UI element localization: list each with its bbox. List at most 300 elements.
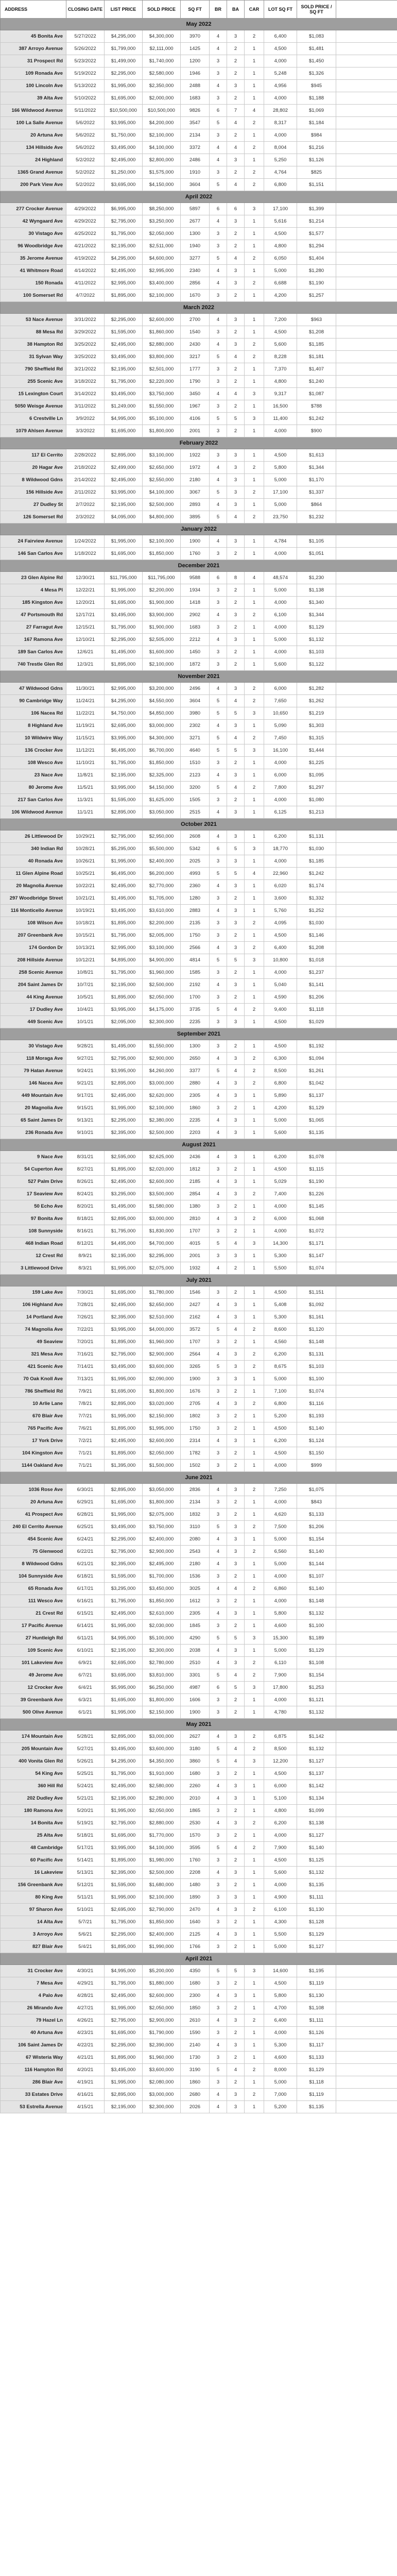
cell-br: 3 [210, 1829, 227, 1842]
cell-sold-price: $3,200,000 [143, 683, 181, 695]
cell-closing-date: 10/13/21 [66, 942, 105, 954]
cell-list-price: $3,995,000 [105, 117, 143, 129]
cell-price-per-sqft: $1,103 [297, 646, 336, 658]
table-row [1, 720, 397, 732]
cell-car: 1 [245, 1114, 264, 1127]
cell-sold-price: $2,500,000 [143, 1127, 181, 1139]
cell-price-per-sqft: $1,140 [297, 1546, 336, 1558]
cell-br: 3 [210, 597, 227, 609]
cell-lot-sqft: 8,600 [264, 1324, 297, 1336]
cell-price-per-sqft: $1,150 [297, 1447, 336, 1460]
cell-address: 8 Wildwood Gdns [1, 474, 66, 486]
cell-sold-price: $1,625,000 [143, 794, 181, 806]
cell-lot-sqft: 17,100 [264, 203, 297, 215]
cell-list-price: $1,895,000 [105, 2052, 143, 2064]
cell-list-price: $2,195,000 [105, 769, 143, 782]
cell-closing-date: 5/2/2022 [66, 154, 105, 166]
cell-lot-sqft: 4,500 [264, 1447, 297, 1460]
cell-sqft: 4290 [181, 1632, 210, 1645]
cell-sold-price: $1,740,000 [143, 55, 181, 67]
table-row [1, 942, 397, 954]
cell-price-per-sqft: $1,042 [297, 1077, 336, 1090]
cell-sqft: 3200 [181, 782, 210, 794]
cell-br: 3 [210, 2027, 227, 2039]
table-row [1, 782, 397, 794]
cell-lot-sqft: 18,770 [264, 843, 297, 855]
cell-sold-price: $2,020,000 [143, 1163, 181, 1176]
cell-br: 4 [210, 1645, 227, 1657]
cell-ba: 4 [227, 1324, 245, 1336]
cell-list-price: $1,995,000 [105, 2002, 143, 2014]
row-spacer [336, 43, 397, 55]
cell-sold-price: $2,550,000 [143, 474, 181, 486]
cell-closing-date: 4/29/2022 [66, 203, 105, 215]
cell-address: 6 Crestville Ln [1, 413, 66, 425]
cell-lot-sqft: 4,000 [264, 1829, 297, 1842]
cell-sqft: 2192 [181, 979, 210, 991]
cell-br: 4 [210, 1077, 227, 1090]
cell-car: 2 [245, 166, 264, 179]
table-row [1, 2027, 397, 2039]
cell-sqft: 3604 [181, 179, 210, 191]
cell-price-per-sqft: $1,280 [297, 265, 336, 277]
cell-closing-date: 11/10/21 [66, 757, 105, 769]
cell-list-price: $2,895,000 [105, 1731, 143, 1743]
cell-address: 40 Ronada Ave [1, 855, 66, 868]
cell-lot-sqft: 4,500 [264, 1854, 297, 1867]
cell-car: 1 [245, 2002, 264, 2014]
row-spacer [336, 695, 397, 707]
row-spacer [336, 769, 397, 782]
cell-ba: 2 [227, 55, 245, 67]
cell-price-per-sqft: $1,146 [297, 929, 336, 942]
cell-br: 5 [210, 1004, 227, 1016]
row-spacer [336, 203, 397, 215]
cell-sqft: 3547 [181, 117, 210, 129]
cell-lot-sqft: 6,800 [264, 1077, 297, 1090]
cell-sqft: 3980 [181, 707, 210, 720]
cell-br: 4 [210, 1188, 227, 1200]
cell-ba: 3 [227, 769, 245, 782]
cell-br: 4 [210, 535, 227, 548]
cell-lot-sqft: 7,900 [264, 1842, 297, 1854]
cell-closing-date: 10/4/21 [66, 1004, 105, 1016]
cell-sqft: 3110 [181, 1521, 210, 1533]
cell-sold-price: $1,990,000 [143, 1941, 181, 1953]
cell-sqft: 4106 [181, 413, 210, 425]
cell-br: 4 [210, 499, 227, 511]
cell-lot-sqft: 8,675 [264, 1361, 297, 1373]
cell-car: 4 [245, 105, 264, 117]
cell-car: 1 [245, 1570, 264, 1583]
cell-br: 3 [210, 1694, 227, 1706]
row-spacer [336, 1904, 397, 1916]
row-spacer [336, 1583, 397, 1595]
cell-car: 2 [245, 2014, 264, 2027]
cell-ba: 2 [227, 1385, 245, 1398]
cell-list-price: $4,295,000 [105, 1755, 143, 1768]
table-row [1, 499, 397, 511]
cell-ba: 3 [227, 2014, 245, 2027]
table-row [1, 584, 397, 597]
cell-address: 189 San Carlos Ave [1, 646, 66, 658]
cell-address: 79 Hatan Avenue [1, 1065, 66, 1077]
cell-sold-price: $2,005,000 [143, 929, 181, 942]
cell-price-per-sqft: $1,131 [297, 1348, 336, 1361]
cell-ba: 3 [227, 1053, 245, 1065]
cell-sold-price: $2,770,000 [143, 880, 181, 892]
row-spacer [336, 1928, 397, 1941]
cell-lot-sqft: 4,800 [264, 376, 297, 388]
cell-sold-price: $3,050,000 [143, 1484, 181, 1496]
cell-sqft: 9826 [181, 105, 210, 117]
cell-ba: 3 [227, 1657, 245, 1669]
cell-sold-price: $4,850,000 [143, 707, 181, 720]
cell-price-per-sqft: $1,133 [297, 2052, 336, 2064]
cell-sold-price: $2,600,000 [143, 1990, 181, 2002]
cell-br: 3 [210, 1250, 227, 1262]
cell-ba: 5 [227, 744, 245, 757]
cell-car: 1 [245, 1829, 264, 1842]
cell-sold-price: $2,100,000 [143, 129, 181, 142]
cell-closing-date: 9/13/21 [66, 1114, 105, 1127]
cell-sqft: 2080 [181, 1533, 210, 1546]
cell-car: 1 [245, 929, 264, 942]
table-row [1, 2101, 397, 2113]
cell-ba: 2 [227, 1447, 245, 1460]
cell-price-per-sqft: $1,185 [297, 338, 336, 351]
cell-closing-date: 6/15/21 [66, 1607, 105, 1620]
cell-car: 1 [245, 1016, 264, 1028]
cell-car: 1 [245, 1299, 264, 1311]
cell-br: 5 [210, 707, 227, 720]
cell-sqft: 2856 [181, 277, 210, 290]
cell-closing-date: 5/23/2022 [66, 55, 105, 67]
cell-price-per-sqft: $1,326 [297, 67, 336, 80]
month-label: March 2022 [1, 302, 397, 314]
cell-closing-date: 12/17/21 [66, 609, 105, 621]
cell-ba: 2 [227, 646, 245, 658]
cell-sqft: 1812 [181, 1163, 210, 1176]
cell-list-price: $1,895,000 [105, 991, 143, 1004]
table-row [1, 1299, 397, 1311]
cell-sold-price: $2,900,000 [143, 2014, 181, 2027]
cell-list-price: $5,295,000 [105, 843, 143, 855]
cell-list-price: $1,995,000 [105, 1509, 143, 1521]
cell-address: 17 Seaview Ave [1, 1188, 66, 1200]
cell-sold-price: $1,960,000 [143, 967, 181, 979]
row-spacer [336, 868, 397, 880]
table-row [1, 277, 397, 290]
cell-list-price: $3,295,000 [105, 1583, 143, 1595]
cell-closing-date: 10/7/21 [66, 979, 105, 991]
cell-list-price: $1,695,000 [105, 1694, 143, 1706]
cell-ba: 4 [227, 179, 245, 191]
cell-sold-price: $2,100,000 [143, 535, 181, 548]
cell-ba: 3 [227, 1077, 245, 1090]
table-row [1, 1200, 397, 1213]
cell-sold-price: $2,050,000 [143, 1805, 181, 1817]
cell-car: 3 [245, 1755, 264, 1768]
cell-sqft: 2135 [181, 917, 210, 929]
cell-sqft: 2001 [181, 425, 210, 437]
cell-price-per-sqft: $1,080 [297, 794, 336, 806]
cell-ba: 4 [227, 351, 245, 363]
cell-closing-date: 12/20/21 [66, 597, 105, 609]
cell-list-price: $1,995,000 [105, 80, 143, 92]
cell-sold-price: $2,900,000 [143, 1348, 181, 1361]
cell-sqft: 1730 [181, 2052, 210, 2064]
cell-price-per-sqft: $1,137 [297, 1090, 336, 1102]
cell-br: 5 [210, 744, 227, 757]
cell-sqft: 2700 [181, 314, 210, 326]
cell-list-price: $4,995,000 [105, 413, 143, 425]
cell-lot-sqft: 4,000 [264, 794, 297, 806]
cell-lot-sqft: 4,800 [264, 240, 297, 252]
cell-sold-price: $2,400,000 [143, 855, 181, 868]
cell-ba: 5 [227, 1682, 245, 1694]
cell-address: 80 King Ave [1, 1891, 66, 1904]
cell-closing-date: 5/6/21 [66, 1928, 105, 1941]
cell-address: 17 Pacific Avenue [1, 1620, 66, 1632]
table-row [1, 1867, 397, 1879]
cell-ba: 2 [227, 2052, 245, 2064]
cell-car: 1 [245, 646, 264, 658]
cell-br: 4 [210, 388, 227, 400]
cell-price-per-sqft: $1,127 [297, 1755, 336, 1768]
cell-br: 3 [210, 1016, 227, 1028]
cell-sold-price: $2,100,000 [143, 1102, 181, 1114]
row-spacer [336, 1484, 397, 1496]
cell-list-price: $3,495,000 [105, 905, 143, 917]
row-spacer [336, 1990, 397, 2002]
cell-lot-sqft: 8,500 [264, 1743, 297, 1755]
table-row [1, 1805, 397, 1817]
cell-address: 96 Woodbridge Ave [1, 240, 66, 252]
cell-list-price: $2,995,000 [105, 683, 143, 695]
cell-br: 4 [210, 1262, 227, 1275]
month-header-row [1, 1028, 397, 1040]
row-spacer [336, 1324, 397, 1336]
cell-lot-sqft: 5,600 [264, 1867, 297, 1879]
cell-sqft: 1850 [181, 2002, 210, 2014]
cell-br: 3 [210, 1706, 227, 1719]
cell-list-price: $2,095,000 [105, 1016, 143, 1028]
cell-closing-date: 4/21/21 [66, 2052, 105, 2064]
cell-price-per-sqft: $1,135 [297, 1127, 336, 1139]
cell-sqft: 2608 [181, 831, 210, 843]
cell-list-price: $1,495,000 [105, 646, 143, 658]
cell-lot-sqft: 5,600 [264, 658, 297, 671]
cell-price-per-sqft: $1,481 [297, 43, 336, 55]
cell-closing-date: 6/29/21 [66, 1496, 105, 1509]
cell-price-per-sqft: $999 [297, 1460, 336, 1472]
table-row [1, 1854, 397, 1867]
cell-car: 1 [245, 1127, 264, 1139]
cell-br: 3 [210, 1595, 227, 1607]
cell-price-per-sqft: $1,315 [297, 732, 336, 744]
cell-list-price: $2,795,000 [105, 831, 143, 843]
row-spacer [336, 548, 397, 560]
table-row [1, 1595, 397, 1607]
cell-address: 150 Ronada [1, 277, 66, 290]
cell-ba: 2 [227, 1916, 245, 1928]
cell-br: 5 [210, 1755, 227, 1768]
cell-list-price: $3,495,000 [105, 1521, 143, 1533]
cell-lot-sqft: 4,000 [264, 129, 297, 142]
cell-lot-sqft: 7,100 [264, 1385, 297, 1398]
row-spacer [336, 782, 397, 794]
row-spacer [336, 1731, 397, 1743]
cell-car: 1 [245, 1990, 264, 2002]
row-spacer [336, 290, 397, 302]
cell-address: 1079 Ahlsen Avenue [1, 425, 66, 437]
cell-price-per-sqft: $1,206 [297, 991, 336, 1004]
cell-price-per-sqft: $1,030 [297, 917, 336, 929]
cell-sold-price: $4,100,000 [143, 486, 181, 499]
cell-ba: 3 [227, 462, 245, 474]
cell-sold-price: $2,650,000 [143, 462, 181, 474]
cell-br: 5 [210, 252, 227, 265]
cell-price-per-sqft: $1,065 [297, 1114, 336, 1127]
cell-sqft: 1300 [181, 1040, 210, 1053]
cell-br: 4 [210, 154, 227, 166]
cell-sqft: 1934 [181, 584, 210, 597]
cell-ba: 3 [227, 1250, 245, 1262]
table-row [1, 1065, 397, 1077]
cell-ba: 2 [227, 1262, 245, 1275]
cell-car: 1 [245, 400, 264, 413]
cell-price-per-sqft: $1,111 [297, 2014, 336, 2027]
cell-sqft: 3217 [181, 351, 210, 363]
cell-sqft: 1900 [181, 1373, 210, 1385]
cell-price-per-sqft: $1,107 [297, 1570, 336, 1583]
cell-sqft: 2530 [181, 1817, 210, 1829]
cell-price-per-sqft: $1,130 [297, 1904, 336, 1916]
cell-list-price: $2,495,000 [105, 1990, 143, 2002]
cell-car: 2 [245, 351, 264, 363]
cell-ba: 3 [227, 1090, 245, 1102]
cell-sqft: 2038 [181, 1645, 210, 1657]
cell-lot-sqft: 14,600 [264, 1965, 297, 1977]
cell-br: 4 [210, 2039, 227, 2052]
cell-ba: 4 [227, 1743, 245, 1755]
cell-sqft: 2134 [181, 1496, 210, 1509]
cell-closing-date: 3/31/2022 [66, 314, 105, 326]
cell-price-per-sqft: $1,188 [297, 92, 336, 105]
cell-address: 258 Scenic Avenue [1, 967, 66, 979]
cell-ba: 4 [227, 732, 245, 744]
cell-sold-price: $2,030,000 [143, 1620, 181, 1632]
table-row [1, 683, 397, 695]
cell-closing-date: 4/22/21 [66, 2039, 105, 2052]
row-spacer [336, 1558, 397, 1570]
row-spacer [336, 376, 397, 388]
cell-br: 3 [210, 228, 227, 240]
row-spacer [336, 1706, 397, 1719]
cell-sqft: 3895 [181, 511, 210, 523]
table-row [1, 1053, 397, 1065]
table-row [1, 2014, 397, 2027]
cell-lot-sqft: 6,800 [264, 179, 297, 191]
cell-ba: 2 [227, 228, 245, 240]
cell-list-price: $1,695,000 [105, 1496, 143, 1509]
cell-address: 20 Magnolia Avenue [1, 880, 66, 892]
cell-address: 30 Vistago Ave [1, 1040, 66, 1053]
cell-lot-sqft: 5,090 [264, 720, 297, 732]
table-row [1, 462, 397, 474]
table-row [1, 92, 397, 105]
row-spacer [336, 794, 397, 806]
cell-ba: 3 [227, 1731, 245, 1743]
cell-ba: 4 [227, 1755, 245, 1768]
cell-address: 39 Greenbank Ave [1, 1694, 66, 1706]
cell-sqft: 2810 [181, 1213, 210, 1225]
cell-list-price: $1,795,000 [105, 621, 143, 634]
cell-sold-price: $1,550,000 [143, 1040, 181, 1053]
cell-car: 1 [245, 1879, 264, 1891]
cell-price-per-sqft: $1,132 [297, 1743, 336, 1755]
cell-ba: 2 [227, 326, 245, 338]
cell-closing-date: 7/26/21 [66, 1311, 105, 1324]
cell-address: 97 Sharon Ave [1, 1904, 66, 1916]
cell-price-per-sqft: $1,135 [297, 2101, 336, 2113]
cell-sqft: 2125 [181, 1928, 210, 1941]
cell-car: 1 [245, 2101, 264, 2113]
cell-ba: 5 [227, 413, 245, 425]
cell-address: 45 Bonita Ave [1, 30, 66, 43]
cell-price-per-sqft: $1,142 [297, 1731, 336, 1743]
cell-price-per-sqft: $1,261 [297, 1065, 336, 1077]
table-row [1, 1829, 397, 1842]
cell-car: 1 [245, 1533, 264, 1546]
cell-list-price: $1,795,000 [105, 1977, 143, 1990]
cell-car: 1 [245, 1496, 264, 1509]
month-label: September 2021 [1, 1028, 397, 1040]
cell-sold-price: $1,850,000 [143, 1595, 181, 1607]
cell-price-per-sqft: $1,131 [297, 831, 336, 843]
cell-br: 4 [210, 1546, 227, 1558]
cell-ba: 2 [227, 2002, 245, 2014]
cell-br: 4 [210, 1151, 227, 1163]
cell-br: 4 [210, 905, 227, 917]
cell-sold-price: $2,510,000 [143, 1311, 181, 1324]
row-spacer [336, 252, 397, 265]
cell-ba: 2 [227, 1829, 245, 1842]
cell-address: 48 Cambridge [1, 1842, 66, 1854]
table-row [1, 609, 397, 621]
cell-ba: 2 [227, 929, 245, 942]
cell-sqft: 2134 [181, 129, 210, 142]
cell-br: 5 [210, 732, 227, 744]
row-spacer [336, 1422, 397, 1435]
cell-car: 3 [245, 1682, 264, 1694]
table-row [1, 707, 397, 720]
row-spacer [336, 1127, 397, 1139]
cell-address: 136 Crocker Ave [1, 744, 66, 757]
cell-list-price: $2,195,000 [105, 363, 143, 376]
cell-price-per-sqft: $1,127 [297, 1829, 336, 1842]
cell-sqft: 1700 [181, 991, 210, 1004]
cell-car: 1 [245, 720, 264, 732]
cell-closing-date: 5/6/2022 [66, 142, 105, 154]
cell-ba: 3 [227, 1484, 245, 1496]
cell-address: 340 Indian Rd [1, 843, 66, 855]
cell-list-price: $1,895,000 [105, 1941, 143, 1953]
cell-sold-price: $2,500,000 [143, 499, 181, 511]
cell-address: 38 Hampton Rd [1, 338, 66, 351]
row-spacer [336, 92, 397, 105]
